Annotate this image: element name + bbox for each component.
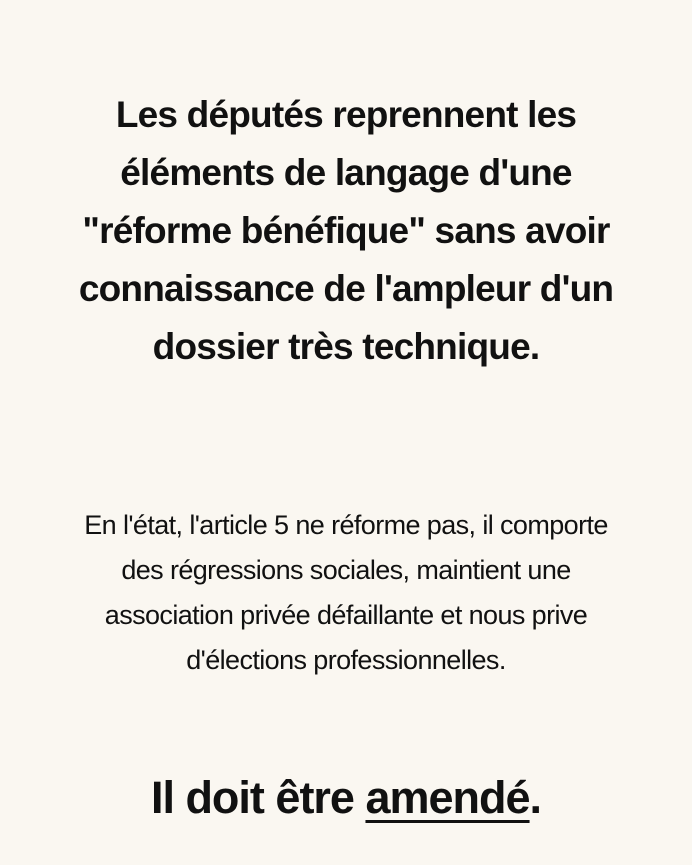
conclusion-prefix: Il doit être: [150, 772, 366, 823]
conclusion: [36, 766, 656, 830]
body-paragraph: En l'état, l'article 5 ne réforme pas, il comporte des régressions sociales, maintient une association privée défaillante et nous prive d'élections professionnelles.: [84, 510, 608, 675]
emphasized-word: amendé: [365, 772, 530, 823]
conclusion-period: .: [529, 772, 542, 823]
headline: Les députés reprennent les éléments de langage d'une "réforme bénéfique" sans avoir connaissance de l'ampleur d'un dossier très technique.: [78, 94, 614, 367]
